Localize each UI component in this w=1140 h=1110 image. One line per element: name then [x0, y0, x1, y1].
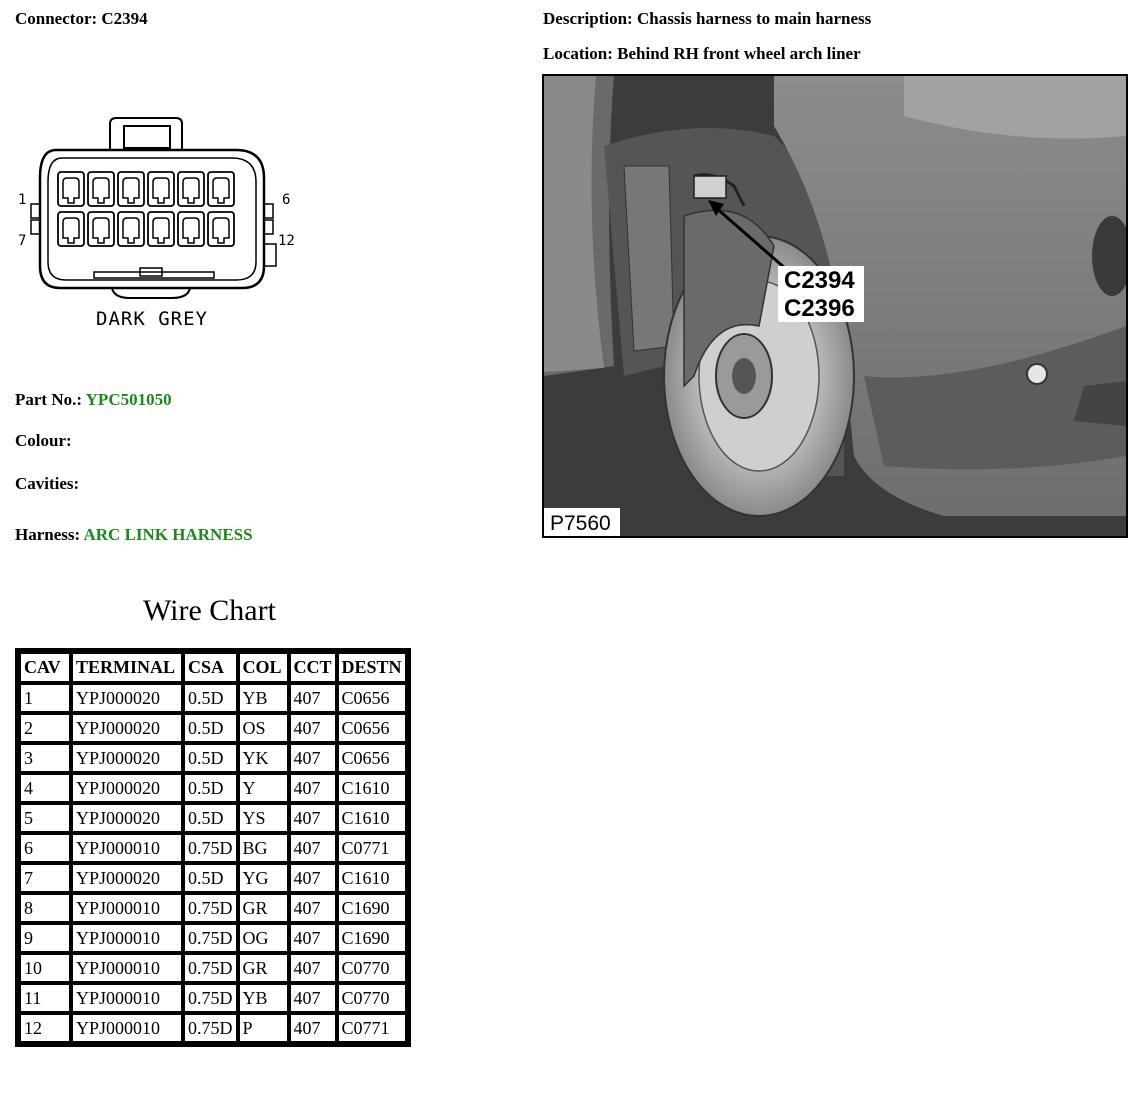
cavity-11: [178, 212, 204, 246]
cell-terminal: YPJ000020: [73, 715, 181, 741]
cell-col: YG: [240, 865, 287, 891]
cell-destn: C0770: [339, 985, 405, 1011]
connector-colour-caption: DARK GREY: [96, 308, 208, 330]
cell-col: P: [240, 1015, 287, 1041]
cavities-label: Cavities:: [15, 474, 80, 493]
cavity-3: [118, 172, 144, 206]
cell-destn: C0771: [339, 1015, 405, 1041]
pin-label-6: 6: [282, 192, 291, 208]
cavities-field: [15, 474, 79, 494]
location-photo: [542, 74, 1128, 538]
table-row: [21, 685, 405, 711]
cavity-7: [58, 212, 84, 246]
part-no-value: YPC501050: [85, 390, 172, 409]
table-row: [21, 895, 405, 921]
cell-col: YS: [240, 805, 287, 831]
cell-csa: 0.5D: [185, 775, 236, 801]
cell-cav: 1: [21, 685, 69, 711]
table-row: [21, 805, 405, 831]
cell-cct: 407: [291, 1015, 335, 1041]
cell-cav: 3: [21, 745, 69, 771]
wire-chart-table: [15, 648, 411, 1047]
cell-col: OG: [240, 925, 287, 951]
pin-label-12: 12: [278, 233, 295, 249]
location-label: Location:: [543, 44, 613, 63]
table-row: [21, 1015, 405, 1041]
wheel-arch-illustration: [544, 76, 1126, 536]
table-row: [21, 985, 405, 1011]
cell-col: OS: [240, 715, 287, 741]
cell-cct: 407: [291, 685, 335, 711]
cell-col: BG: [240, 835, 287, 861]
cell-destn: C1610: [339, 865, 405, 891]
colour-label: Colour:: [15, 431, 72, 450]
location-value: Behind RH front wheel arch liner: [617, 44, 861, 63]
header-csa: CSA: [185, 654, 236, 681]
cell-terminal: YPJ000010: [73, 895, 181, 921]
cell-col: GR: [240, 895, 287, 921]
pin-label-7: 7: [18, 233, 27, 249]
connector-field: [15, 9, 148, 29]
wire-chart-title: Wire Chart: [143, 594, 276, 627]
cavity-4: [148, 172, 174, 206]
cell-cav: 9: [21, 925, 69, 951]
callout-c2396: C2396: [784, 295, 855, 322]
part-no-field: [15, 390, 172, 410]
cell-csa: 0.75D: [185, 835, 236, 861]
cell-cct: 407: [291, 715, 335, 741]
table-row: [21, 865, 405, 891]
cell-cav: 11: [21, 985, 69, 1011]
cavity-9: [118, 212, 144, 246]
cell-cct: 407: [291, 865, 335, 891]
cell-terminal: YPJ000020: [73, 805, 181, 831]
cell-csa: 0.75D: [185, 1015, 236, 1041]
cell-terminal: YPJ000020: [73, 775, 181, 801]
cell-col: Y: [240, 775, 287, 801]
table-row: [21, 925, 405, 951]
connector-value: C2394: [101, 9, 148, 28]
cell-cav: 5: [21, 805, 69, 831]
cell-cct: 407: [291, 775, 335, 801]
cell-cct: 407: [291, 835, 335, 861]
table-header-row: [21, 654, 405, 681]
table-row: [21, 775, 405, 801]
description-field: [543, 9, 871, 29]
cell-terminal: YPJ000020: [73, 865, 181, 891]
cavity-2: [88, 172, 114, 206]
cell-terminal: YPJ000010: [73, 835, 181, 861]
cell-terminal: YPJ000010: [73, 985, 181, 1011]
table-row: [21, 715, 405, 741]
header-destn: DESTN: [339, 654, 405, 681]
cell-cct: 407: [291, 895, 335, 921]
cavity-grid: [58, 172, 234, 246]
cavity-5: [178, 172, 204, 206]
cavity-1: [58, 172, 84, 206]
cell-cct: 407: [291, 985, 335, 1011]
cell-destn: C0656: [339, 715, 405, 741]
cavity-8: [88, 212, 114, 246]
cell-col: YB: [240, 985, 287, 1011]
part-no-label: Part No.:: [15, 390, 83, 409]
cell-csa: 0.5D: [185, 865, 236, 891]
cell-cct: 407: [291, 925, 335, 951]
cavity-6: [208, 172, 234, 206]
cell-csa: 0.75D: [185, 985, 236, 1011]
table-row: [21, 835, 405, 861]
harness-field: [15, 525, 253, 545]
colour-field: [15, 431, 72, 451]
cell-destn: C0770: [339, 955, 405, 981]
table-row: [21, 955, 405, 981]
pin-label-1: 1: [18, 192, 27, 208]
cell-destn: C0656: [339, 685, 405, 711]
cell-terminal: YPJ000020: [73, 745, 181, 771]
header-col: COL: [240, 654, 287, 681]
table-row: [21, 745, 405, 771]
cell-csa: 0.75D: [185, 925, 236, 951]
cell-cav: 4: [21, 775, 69, 801]
cell-destn: C1610: [339, 775, 405, 801]
harness-label: Harness:: [15, 525, 81, 544]
cell-csa: 0.75D: [185, 955, 236, 981]
callout-c2394: C2394: [784, 267, 855, 294]
cell-csa: 0.75D: [185, 895, 236, 921]
cell-cct: 407: [291, 955, 335, 981]
cell-cav: 2: [21, 715, 69, 741]
cell-csa: 0.5D: [185, 715, 236, 741]
cell-destn: C1610: [339, 805, 405, 831]
cell-terminal: YPJ000010: [73, 955, 181, 981]
cavity-12: [208, 212, 234, 246]
header-cct: CCT: [291, 654, 335, 681]
cell-destn: C0771: [339, 835, 405, 861]
cell-csa: 0.5D: [185, 685, 236, 711]
cell-cav: 8: [21, 895, 69, 921]
cell-cav: 12: [21, 1015, 69, 1041]
location-field: [543, 44, 861, 64]
connector-label: Connector:: [15, 9, 98, 28]
photo-id: P7560: [550, 512, 611, 535]
cell-csa: 0.5D: [185, 745, 236, 771]
cell-csa: 0.5D: [185, 805, 236, 831]
connector-face-diagram: [14, 112, 314, 307]
cell-cav: 7: [21, 865, 69, 891]
description-value: Chassis harness to main harness: [636, 9, 872, 28]
cell-terminal: YPJ000010: [73, 925, 181, 951]
cell-destn: C1690: [339, 925, 405, 951]
cell-terminal: YPJ000020: [73, 685, 181, 711]
cell-col: GR: [240, 955, 287, 981]
description-label: Description:: [543, 9, 633, 28]
cell-cct: 407: [291, 745, 335, 771]
cell-col: YB: [240, 685, 287, 711]
header-cav: CAV: [21, 654, 69, 681]
cell-destn: C0656: [339, 745, 405, 771]
cell-destn: C1690: [339, 895, 405, 921]
cell-col: YK: [240, 745, 287, 771]
cell-cav: 10: [21, 955, 69, 981]
cell-terminal: YPJ000010: [73, 1015, 181, 1041]
header-terminal: TERMINAL: [73, 654, 181, 681]
cavity-10: [148, 212, 174, 246]
cell-cav: 6: [21, 835, 69, 861]
harness-value: ARC LINK HARNESS: [83, 525, 253, 544]
cell-cct: 407: [291, 805, 335, 831]
